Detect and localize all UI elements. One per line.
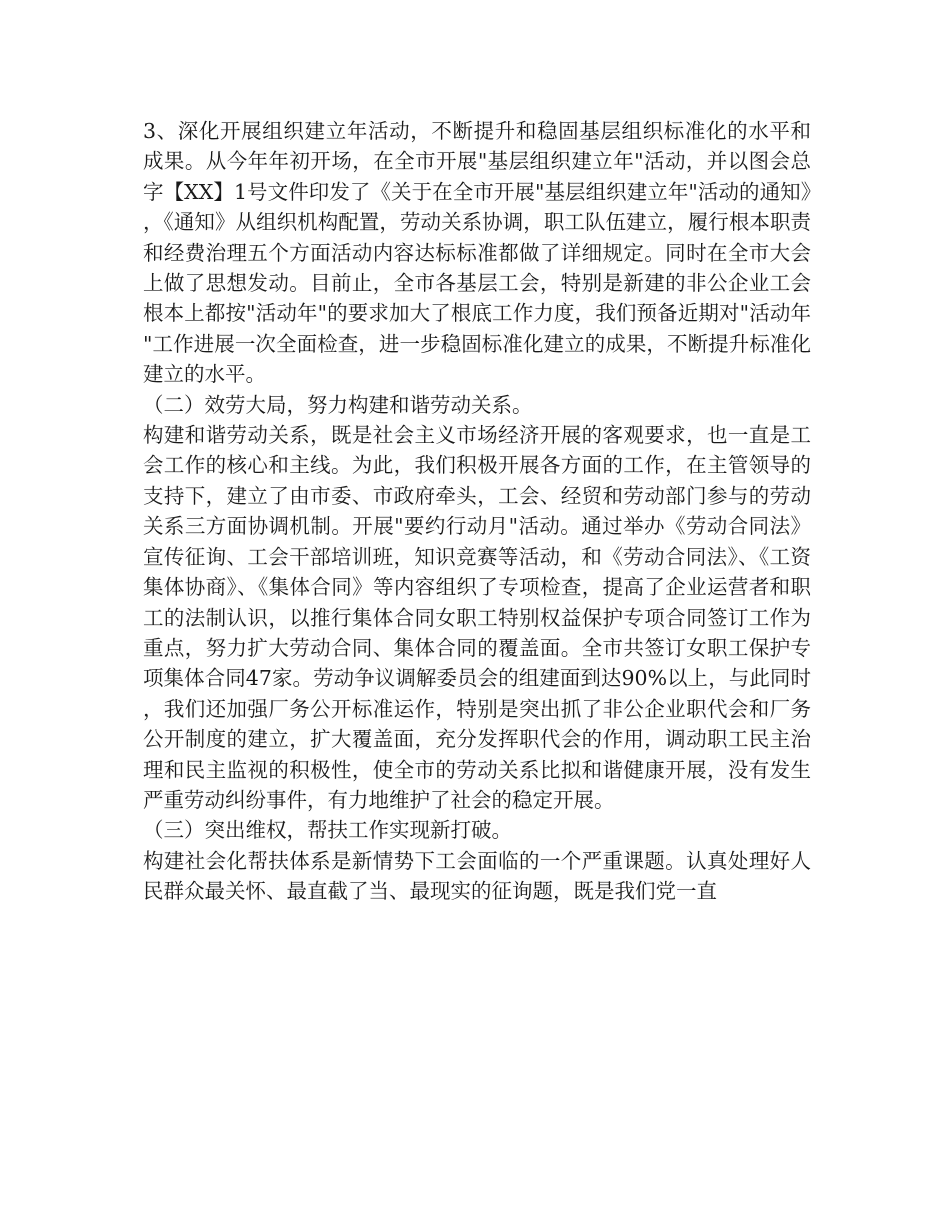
heading-section-2: （二）效劳大局，努力构建和谐劳动关系。	[143, 392, 533, 417]
paragraph-assistance-system: 构建社会化帮扶体系是新情势下工会面临的一个严重课题。认真处理好人民群众最关怀、最直截了当、最现实的征询题，既是我们党一直	[143, 848, 811, 904]
document-body	[143, 116, 811, 907]
paragraph-labor-relations: 构建和谐劳动关系，既是社会主义市场经济开展的客观要求，也一直是工会工作的核心和主线。为此，我们积极开展各方面的工作，在主管领导的支持下，建立了由市委、市政府牵头，工会、经贸和劳动部门参与的劳动关系三方面协调机制。开展"要约行动月"活动。通过举办《劳动合同法》宣传征询、工会干部培训班，知识竞赛等活动，和《劳动合同法》、《工资集体协商》、《集体合同》等内容组织了专项检查，提高了企业运营者和职工的法制认识，以推行集体合同女职工特别权益保护专项合同签订工作为重点，努力扩大劳动合同、集体合同的覆盖面。全市共签订女职工保护专项集体合同47家。劳动争议调解委员会的组建面到达90%以上，与此同时，我们还加强厂务公开标准运作，特别是突出抓了非公企业职代会和厂务公开制度的建立，扩大覆盖面，充分发挥职代会的作用，调动职工民主治理和民主监视的积极性，使全市的劳动关系比拟和谐健康开展，没有发生严重劳动纠纷事件，有力地维护了社会的稳定开展。	[143, 423, 811, 812]
heading-section-3: （三）突出维权，帮扶工作实现新打破。	[143, 818, 512, 843]
paragraph-section-3: 3、深化开展组织建立年活动，不断提升和稳固基层组织标准化的水平和成果。从今年年初开场，在全市开展"基层组织建立年"活动，并以图会总字【XX】1号文件印发了《关于在全市开展"基层组织建立年"活动的通知》，《通知》从组织机构配置，劳动关系协调，职工队伍建立，履行根本职责和经费治理五个方面活动内容达标标准都做了详细规定。同时在全市大会上做了思想发动。目前止，全市各基层工会，特别是新建的非公企业工会根本上都按"活动年"的要求加大了根底工作力度，我们预备近期对"活动年"工作进展一次全面检查，进一步稳固标准化建立的成果，不断提升标准化建立的水平。	[143, 119, 811, 387]
